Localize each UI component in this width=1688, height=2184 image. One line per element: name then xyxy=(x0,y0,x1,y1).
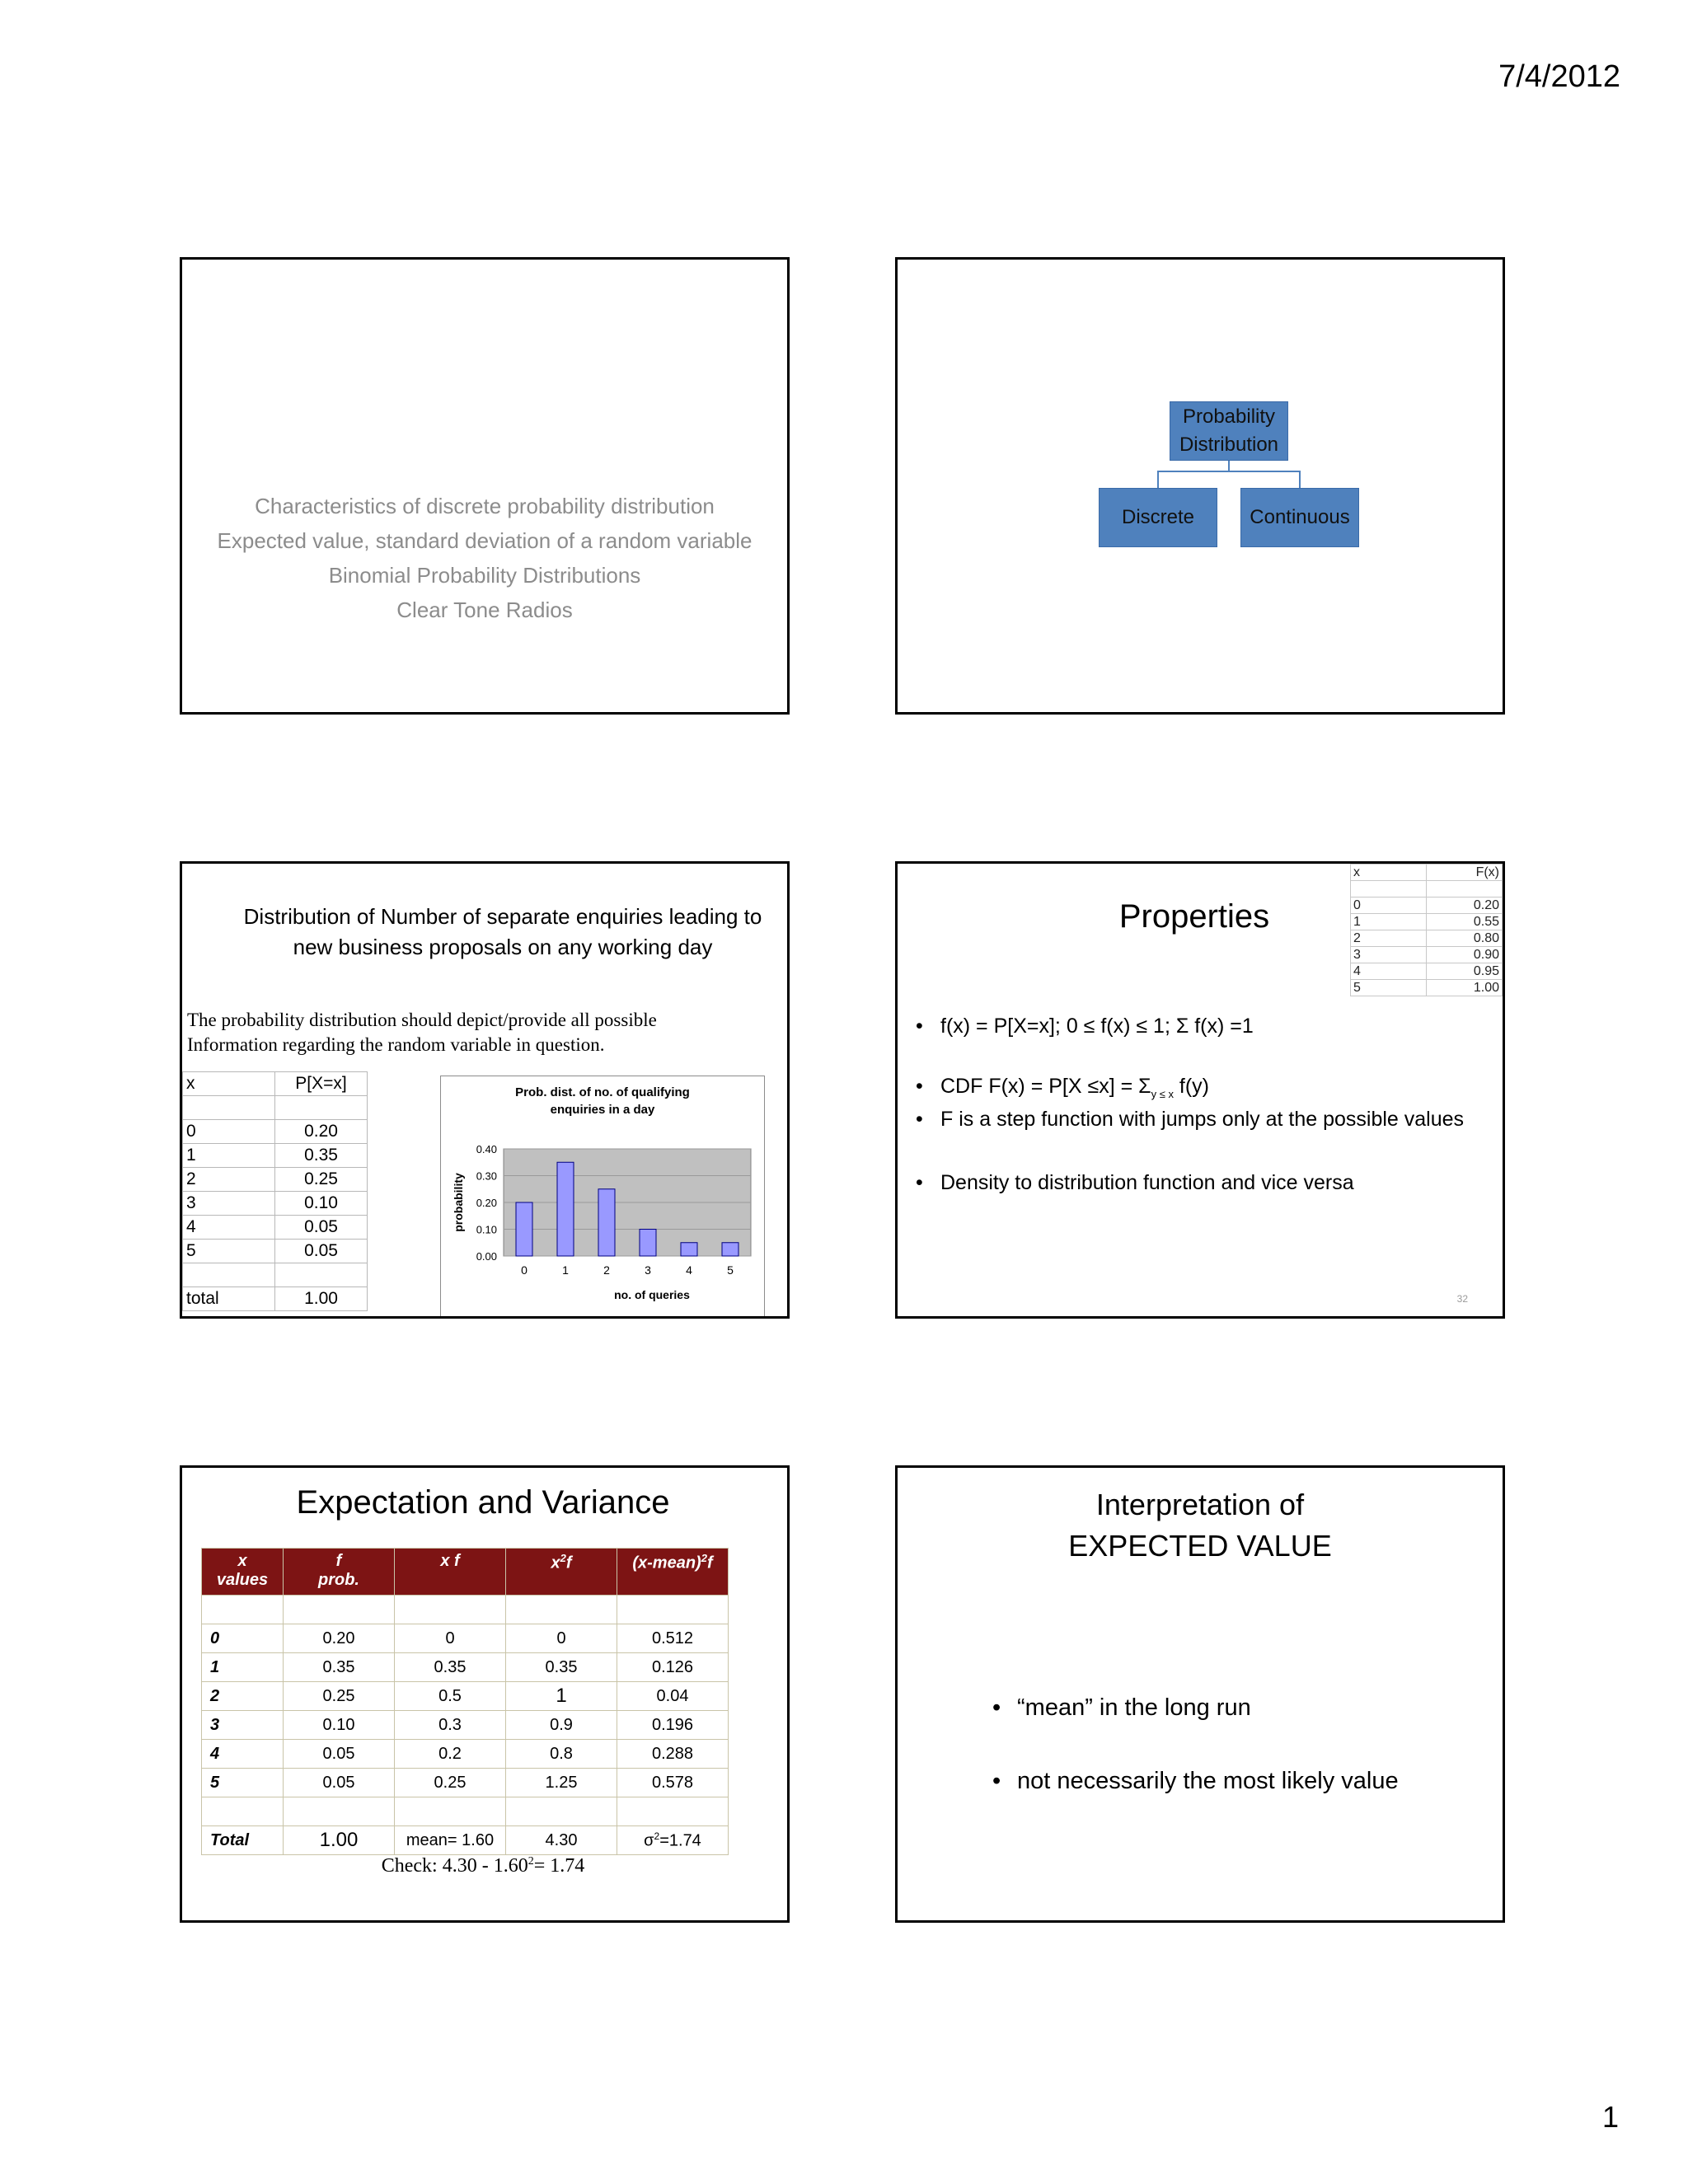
table-cell: 0.10 xyxy=(275,1192,368,1216)
agenda-line: Clear Tone Radios xyxy=(396,598,573,622)
table-cell: 0.95 xyxy=(1427,963,1503,980)
cdf-table xyxy=(1350,864,1503,996)
table-cell: 1.25 xyxy=(506,1769,617,1797)
table-cell: 0.05 xyxy=(284,1740,395,1769)
cdf-text: CDF F(x) = P[X ≤x] = Σ xyxy=(940,1075,1151,1098)
chart-bar xyxy=(557,1162,574,1256)
table-total-row xyxy=(183,1287,368,1311)
table-cell: Total xyxy=(202,1826,284,1855)
table-cell: 0.04 xyxy=(617,1682,729,1711)
table-cell: 0.35 xyxy=(395,1653,506,1682)
table-row xyxy=(183,1216,368,1240)
slide-title xyxy=(898,1484,1503,1567)
table-cell xyxy=(506,1596,617,1624)
table-cell xyxy=(275,1263,368,1287)
table-cell: 3 xyxy=(202,1711,284,1740)
table-row xyxy=(183,1192,368,1216)
table-cell: 0.20 xyxy=(275,1120,368,1144)
table-cell: 0 xyxy=(202,1624,284,1653)
table-cell: 1 xyxy=(183,1144,275,1168)
table-total-row xyxy=(202,1826,729,1855)
table-cell: 0.55 xyxy=(1427,914,1503,930)
list-item: • f(x) = P[X=x]; 0 ≤ f(x) ≤ 1; Σ f(x) =1 xyxy=(916,1014,1494,1039)
diagram-connectors xyxy=(898,260,1505,715)
agenda-line: Characteristics of discrete probability distribution xyxy=(255,494,715,518)
agenda-line: Binomial Probability Distributions xyxy=(328,563,641,588)
table-cell: x xyxy=(1351,865,1427,881)
table-cell: 1.00 xyxy=(284,1826,395,1855)
table-cell xyxy=(1351,881,1427,898)
chart-svg xyxy=(441,1076,764,1317)
table-row xyxy=(1351,947,1503,963)
note-line: Information regarding the random variable in question. xyxy=(187,1034,605,1055)
cdf-subscript: y ≤ x xyxy=(1151,1088,1174,1100)
table-cell: 2 xyxy=(202,1682,284,1711)
table-cell: 1 xyxy=(202,1653,284,1682)
chart-x-ticks xyxy=(521,1263,734,1277)
table-cell: 1 xyxy=(1351,914,1427,930)
table-cell: 0.25 xyxy=(275,1168,368,1192)
probability-table xyxy=(182,1071,368,1311)
chart-y-tick-label: 0.30 xyxy=(476,1169,497,1183)
table-cell: 0 xyxy=(395,1624,506,1653)
table-cell xyxy=(1427,881,1503,898)
table-cell xyxy=(395,1797,506,1826)
chart-y-tick-label: 0.20 xyxy=(476,1197,497,1209)
slide-title: Distribution of Number of separate enquiries leading to new business proposals on any working day xyxy=(243,904,762,959)
chart-bar xyxy=(598,1189,615,1256)
table-cell xyxy=(202,1596,284,1624)
table-cell xyxy=(506,1797,617,1826)
node-continuous: Continuous xyxy=(1240,488,1359,547)
note-line: The probability distribution should depict/provide all possible xyxy=(187,1010,657,1030)
title-line: EXPECTED VALUE xyxy=(1068,1529,1332,1563)
chart-x-axis-label: no. of queries xyxy=(614,1288,690,1301)
table-cell: 0.05 xyxy=(284,1769,395,1797)
table-row xyxy=(1351,930,1503,947)
slide-enquiries-distribution xyxy=(180,861,790,1319)
table-row xyxy=(202,1682,729,1711)
table-row xyxy=(202,1596,729,1624)
slide-number: 32 xyxy=(1456,1293,1468,1305)
table-cell: 0.35 xyxy=(284,1653,395,1682)
table-cell: 0.288 xyxy=(617,1740,729,1769)
table-cell: 0.512 xyxy=(617,1624,729,1653)
table-cell: 2 xyxy=(183,1168,275,1192)
table-cell: 4 xyxy=(1351,963,1427,980)
table-cell xyxy=(617,1797,729,1826)
title-line: Interpretation of xyxy=(1095,1488,1305,1521)
table-cell: 0.25 xyxy=(284,1682,395,1711)
table-cell: 0 xyxy=(1351,898,1427,914)
table-row xyxy=(183,1144,368,1168)
chart-title-line1: Prob. dist. of no. of qualifying xyxy=(515,1085,690,1099)
table-cell: 0.578 xyxy=(617,1769,729,1797)
table-cell: 1.00 xyxy=(1427,980,1503,996)
table-cell: 0.25 xyxy=(395,1769,506,1797)
table-header-row xyxy=(202,1549,729,1596)
node-probability-distribution: Probability Distribution xyxy=(1170,401,1288,461)
table-cell: total xyxy=(183,1287,275,1311)
table-row xyxy=(183,1263,368,1287)
header-cell: f prob. xyxy=(284,1549,395,1596)
table-header-row xyxy=(183,1072,368,1096)
properties-list xyxy=(916,1014,1494,1196)
chart-x-tick-label: 4 xyxy=(686,1263,692,1277)
list-item xyxy=(916,1074,1494,1107)
list-item: • “mean” in the long run xyxy=(992,1694,1399,1722)
node-discrete: Discrete xyxy=(1099,488,1217,547)
agenda-line: Expected value, standard deviation of a random variable xyxy=(217,528,753,553)
table-cell: P[X=x] xyxy=(275,1072,368,1096)
chart-x-tick-label: 2 xyxy=(603,1263,610,1277)
expectation-table xyxy=(201,1548,729,1855)
chart-title-line2: enquiries in a day xyxy=(550,1103,655,1117)
table-cell: F(x) xyxy=(1427,865,1503,881)
table-cell: 4.30 xyxy=(506,1826,617,1855)
table-cell: 0 xyxy=(183,1120,275,1144)
chart-bar xyxy=(722,1243,738,1256)
chart-x-tick-label: 3 xyxy=(645,1263,651,1277)
table-row xyxy=(202,1653,729,1682)
header-cell: $x^2f$ xyxy=(506,1549,617,1596)
table-cell: 0.126 xyxy=(617,1653,729,1682)
table-cell: x xyxy=(183,1072,275,1096)
chart-x-tick-label: 1 xyxy=(562,1263,569,1277)
list-item: • not necessarily the most likely value xyxy=(992,1768,1399,1795)
header-cell: x f xyxy=(395,1549,506,1596)
table-cell: 0.80 xyxy=(1427,930,1503,947)
table-cell: 0.196 xyxy=(617,1711,729,1740)
table-cell: 1.00 xyxy=(275,1287,368,1311)
cdf-text-end: f(y) xyxy=(1173,1075,1209,1098)
check-formula: Check: $4.30 - 1.60^2= 1.74$ xyxy=(381,1855,585,1877)
table-cell: 0.5 xyxy=(395,1682,506,1711)
table-cell xyxy=(617,1596,729,1624)
table-row xyxy=(183,1120,368,1144)
table-cell: 4 xyxy=(202,1740,284,1769)
chart-y-tick-label: 0.10 xyxy=(476,1223,497,1236)
chart-y-ticks xyxy=(476,1143,497,1263)
table-cell: $\sigma^2=1.74$ xyxy=(617,1826,729,1855)
table-cell: 0.90 xyxy=(1427,947,1503,963)
table-cell xyxy=(275,1096,368,1120)
chart-y-tick-label: 0.40 xyxy=(476,1143,497,1155)
table-cell: 3 xyxy=(1351,947,1427,963)
slide-note xyxy=(187,1008,657,1057)
interpretation-list xyxy=(992,1694,1399,1795)
table-row xyxy=(1351,914,1503,930)
table-cell: 5 xyxy=(1351,980,1427,996)
table-cell xyxy=(183,1096,275,1120)
chart-y-tick-label: 0.00 xyxy=(476,1250,497,1263)
table-cell: mean= 1.60 xyxy=(395,1826,506,1855)
table-cell: 3 xyxy=(183,1192,275,1216)
probability-chart xyxy=(440,1076,765,1318)
list-item: • F is a step function with jumps only at the possible values xyxy=(916,1107,1494,1132)
chart-y-axis-label: probability xyxy=(452,1173,465,1232)
table-cell: 0.2 xyxy=(395,1740,506,1769)
table-cell: 0 xyxy=(506,1624,617,1653)
table-row xyxy=(1351,881,1503,898)
table-row xyxy=(202,1797,729,1826)
slide-properties xyxy=(895,861,1505,1319)
table-cell: 2 xyxy=(1351,930,1427,947)
table-row xyxy=(1351,898,1503,914)
header-cell: x values xyxy=(202,1549,284,1596)
table-cell: 0.35 xyxy=(506,1653,617,1682)
table-cell: 5 xyxy=(183,1240,275,1263)
slide-title: Properties xyxy=(1118,898,1270,935)
chart-bar xyxy=(681,1243,697,1256)
table-cell xyxy=(183,1263,275,1287)
table-cell: 0.20 xyxy=(1427,898,1503,914)
chart-bar xyxy=(516,1202,532,1256)
table-cell: 0.05 xyxy=(275,1216,368,1240)
table-cell xyxy=(284,1596,395,1624)
page-date: 7/4/2012 xyxy=(1498,59,1620,94)
table-row xyxy=(202,1769,729,1797)
table-cell: 0.35 xyxy=(275,1144,368,1168)
table-cell xyxy=(202,1797,284,1826)
table-cell xyxy=(395,1596,506,1624)
table-cell: 0.3 xyxy=(395,1711,506,1740)
table-row xyxy=(183,1168,368,1192)
table-cell xyxy=(284,1797,395,1826)
table-row xyxy=(1351,980,1503,996)
slide-expectation-variance xyxy=(180,1465,790,1923)
table-row xyxy=(1351,963,1503,980)
table-cell: 5 xyxy=(202,1769,284,1797)
chart-x-tick-label: 0 xyxy=(521,1263,528,1277)
table-cell: 0.10 xyxy=(284,1711,395,1740)
slide-title: Expectation and Variance xyxy=(296,1484,670,1521)
table-cell: 0.8 xyxy=(506,1740,617,1769)
table-cell: 0.20 xyxy=(284,1624,395,1653)
table-row xyxy=(183,1096,368,1120)
table-cell: 0.9 xyxy=(506,1711,617,1740)
page-number: 1 xyxy=(1601,2100,1619,2134)
table-cell: 0.05 xyxy=(275,1240,368,1263)
slide-distribution-diagram xyxy=(895,257,1505,715)
connector-line xyxy=(1158,461,1300,488)
table-row xyxy=(202,1624,729,1653)
table-row xyxy=(183,1240,368,1263)
agenda-list xyxy=(182,489,787,627)
header-cell: (x-mean)$^2$f xyxy=(617,1549,729,1596)
chart-bar xyxy=(640,1230,656,1257)
table-row xyxy=(202,1711,729,1740)
slide-agenda xyxy=(180,257,790,715)
table-cell: 1 xyxy=(506,1682,617,1711)
list-item: • Density to distribution function and vice versa xyxy=(916,1170,1494,1196)
slide-expected-value-interpretation xyxy=(895,1465,1505,1923)
chart-x-tick-label: 5 xyxy=(727,1263,734,1277)
table-cell: 4 xyxy=(183,1216,275,1240)
table-row xyxy=(202,1740,729,1769)
table-header-row xyxy=(1351,865,1503,881)
